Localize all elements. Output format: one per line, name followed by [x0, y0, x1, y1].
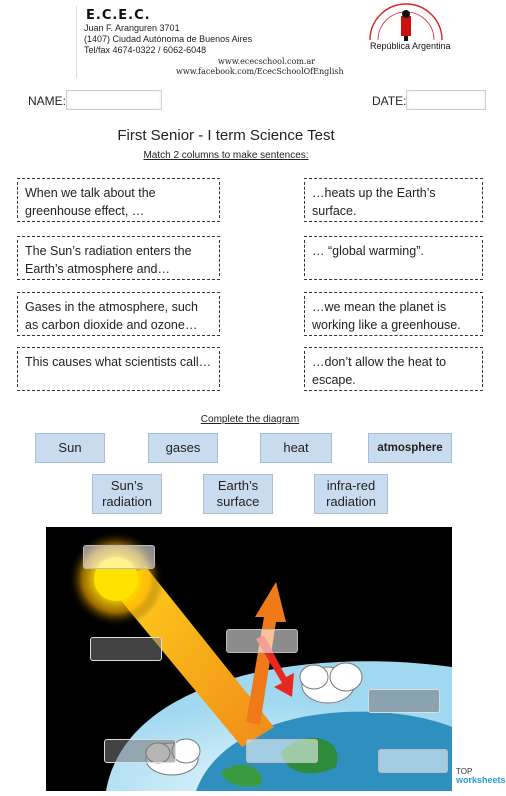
name-label: NAME:: [28, 94, 67, 108]
watermark-brand: worksheets: [456, 775, 506, 785]
drop-box-heat[interactable]: [368, 689, 440, 713]
match-instruction: Match 2 columns to make sentences:: [143, 150, 309, 161]
country-text: República Argentina: [370, 41, 451, 51]
test-title: First Senior - I term Science Test: [117, 127, 335, 144]
address-line-2: (1407) Ciudad Autónoma de Buenos Aires: [84, 34, 253, 44]
match-left-2[interactable]: The Sun’s radiation enters the Earth’s atmosphere and…: [17, 236, 220, 280]
drop-box-suns-radiation[interactable]: [90, 637, 162, 661]
address-line-1: Juan F. Aranguren 3701: [84, 23, 180, 33]
match-left-4[interactable]: This causes what scientists call…: [17, 347, 220, 391]
word-sun[interactable]: Sun: [35, 433, 105, 463]
phone-line: Tel/fax 4674-0322 / 6062-6048: [84, 45, 207, 55]
word-suns-radiation[interactable]: Sun’s radiation: [92, 474, 162, 514]
header-divider: [76, 6, 77, 78]
word-gases[interactable]: gases: [148, 433, 218, 463]
drop-box-sun[interactable]: [83, 545, 155, 569]
match-left-1[interactable]: When we talk about the greenhouse effect, …: [17, 178, 220, 222]
word-earths-surface[interactable]: Earth’s surface: [203, 474, 273, 514]
drop-box-atmosphere[interactable]: [378, 749, 448, 773]
match-right-2[interactable]: … “global warming”.: [304, 236, 483, 280]
topworksheets-watermark: [456, 767, 506, 785]
drop-box-earths-surface[interactable]: [246, 739, 318, 763]
match-right-3[interactable]: …we mean the planet is working like a greenhouse.: [304, 292, 483, 336]
date-field[interactable]: [406, 90, 486, 110]
watermark-top: TOP: [456, 767, 473, 776]
word-heat[interactable]: heat: [260, 433, 332, 463]
match-left-3[interactable]: Gases in the atmosphere, such as carbon dioxide and ozone…: [17, 292, 220, 336]
match-right-4[interactable]: …don’t allow the heat to escape.: [304, 347, 483, 391]
word-infrared-radiation[interactable]: infra-red radiation: [314, 474, 388, 514]
facebook-text: www.facebook.com/EcecSchoolOfEnglish: [176, 67, 344, 76]
name-field[interactable]: [66, 90, 162, 110]
diagram-instruction: Complete the diagram: [200, 414, 300, 425]
drop-box-infrared-radiation[interactable]: [226, 629, 298, 653]
word-atmosphere[interactable]: atmosphere: [368, 433, 452, 463]
match-right-1[interactable]: …heats up the Earth’s surface.: [304, 178, 483, 222]
date-label: DATE:: [372, 94, 407, 108]
school-name: E.C.E.C.: [86, 8, 151, 23]
greenhouse-diagram: [46, 527, 452, 791]
website-text: www.ececschool.com.ar: [218, 57, 316, 66]
school-logo-icon: [364, 2, 448, 42]
drop-box-gases[interactable]: [104, 739, 176, 763]
